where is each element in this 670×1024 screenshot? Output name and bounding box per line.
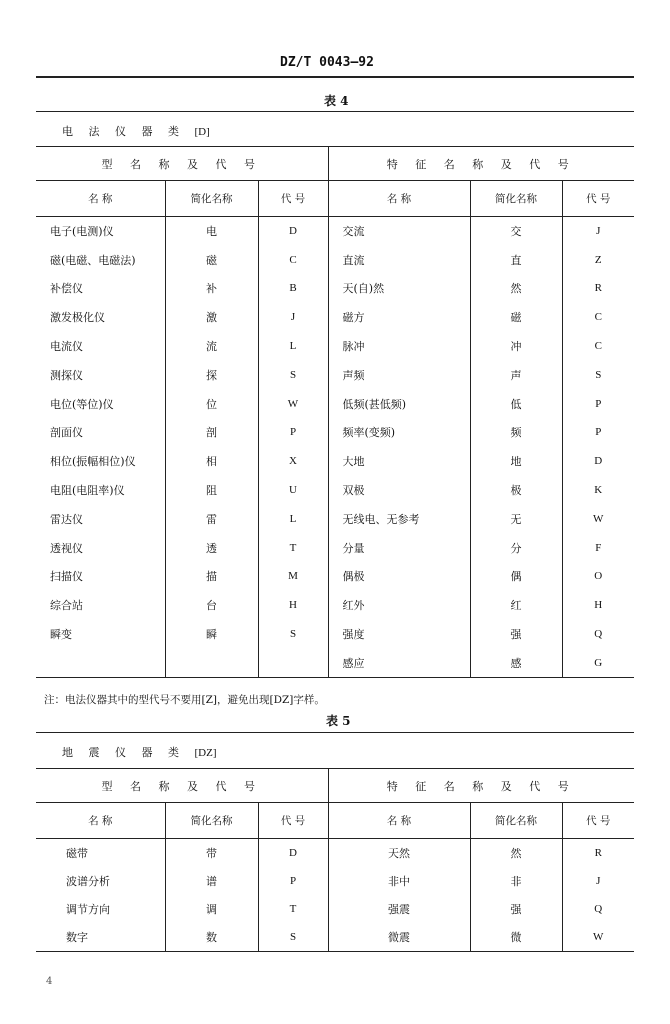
table4-cell-code: H [258,591,328,620]
table4-cell-code [258,648,328,677]
table4-cell-name: 电位(等位)仪 [50,397,114,411]
table4-cell-feature-name: 磁方 [328,303,470,332]
table5-cell-feature-abbr: 非 [470,867,562,895]
table4-group-feature: 特 征 名 称 及 代 号 [328,147,634,181]
table4-cell-feature-name: 低频(甚低频) [328,389,470,418]
table5-cell-abbr: 带 [165,839,258,867]
table4-row [36,447,634,476]
table5-category-name: 地 震 仪 器 类 [62,746,185,759]
table5-group-type: 型 名 称 及 代 号 [101,779,262,793]
table4-row [36,620,634,649]
table4-cell-name: 磁(电磁、电磁法) [50,253,136,267]
table4-cell-name: 相位(振幅相位)仪 [50,455,136,469]
table4-cell-code: W [258,389,328,418]
table4-cell-abbr: 相 [165,447,258,476]
table4-cell-abbr [165,648,258,677]
table4-row [36,504,634,533]
table4-cell-name: 瞬变 [50,628,72,642]
table4-cell-feature-abbr: 冲 [470,332,562,361]
table4-row [36,217,634,246]
table4-cell-feature-abbr: 地 [470,447,562,476]
table4-cell-name: 剖面仪 [50,426,83,440]
table4-cell-name: 电阻(电阻率)仪 [50,484,125,498]
table4-cell-code: M [258,562,328,591]
table5-cell-feature-code: W [562,923,634,951]
table4-cell-feature-code: D [562,447,634,476]
table5-cell-feature-name: 非中 [328,867,470,895]
table4-cell-abbr: 剖 [165,418,258,447]
document-code: DZ/T 0043—92 [280,55,374,70]
table5-cell-feature-name: 强震 [328,895,470,923]
table4-cell-name: 透视仪 [50,541,83,555]
table4-cell-feature-abbr: 直 [470,245,562,274]
table5-cell-feature-abbr: 然 [470,839,562,867]
table4-cell-name: 扫描仪 [50,570,83,584]
table4-cell-feature-abbr: 无 [470,504,562,533]
table4-cell-feature-name: 分量 [328,533,470,562]
table4-row [36,591,634,620]
table4-cell-abbr: 探 [165,360,258,389]
table4-cell-feature-name: 感应 [328,648,470,677]
table5 [36,768,634,952]
table5-cell-name: 磁带 [66,846,88,860]
table5-title: 表 5 [326,714,351,728]
table4-cell-feature-name: 红外 [328,591,470,620]
table4-cell-feature-code: R [562,274,634,303]
table4-col-feature-code: 代 号 [562,181,634,217]
table4-cell-name: 补偿仪 [50,282,83,296]
table4-cell-abbr: 磁 [165,245,258,274]
table4-cell-feature-code: J [562,217,634,246]
table4-row [36,360,634,389]
page-number: 4 [46,976,53,987]
table4-cell-feature-name: 无线电、无参考 [328,504,470,533]
table4-cell-abbr: 雷 [165,504,258,533]
table5-row [36,923,634,951]
table4-cell-feature-abbr: 偶 [470,562,562,591]
table4-title: 表 4 [324,94,349,108]
table4-row [36,533,634,562]
table4-cell-abbr: 激 [165,303,258,332]
table4-row [36,648,634,677]
table4-cell-feature-abbr: 声 [470,360,562,389]
table5-row [36,895,634,923]
table4-col-name: 名 称 [88,193,113,205]
table4-cell-abbr: 透 [165,533,258,562]
table5-category [62,744,217,760]
table4-cell-name: 综合站 [50,599,83,613]
table4-col-code: 代 号 [258,181,328,217]
table4-cell-feature-code: H [562,591,634,620]
table4-cell-abbr: 补 [165,274,258,303]
table5-cell-name: 调节方向 [66,902,110,916]
table5-cell-code: D [258,839,328,867]
table5-group-feature: 特 征 名 称 及 代 号 [328,769,634,803]
table4-cell-feature-code: W [562,504,634,533]
table5-cell-abbr: 谱 [165,867,258,895]
table4-cell-abbr: 流 [165,332,258,361]
table4-cell-feature-code: K [562,476,634,505]
table5-row [36,867,634,895]
table4-col-feature-abbr: 简化名称 [470,181,562,217]
table4-cell-feature-abbr: 感 [470,648,562,677]
table4-cell-feature-abbr: 极 [470,476,562,505]
table5-cell-feature-name: 天然 [328,839,470,867]
table4-top-rule [36,111,634,112]
table5-cell-feature-code: R [562,839,634,867]
table4-cell-name: 测探仪 [50,368,83,382]
table5-col-code: 代 号 [258,803,328,839]
table5-cell-name: 数字 [66,930,88,944]
header-rule [36,76,634,78]
table4-cell-feature-abbr: 然 [470,274,562,303]
table4-cell-feature-name: 脉冲 [328,332,470,361]
table4-row [36,418,634,447]
table4-cell-feature-code: Q [562,620,634,649]
table4-row [36,332,634,361]
table5-category-code: [DZ] [194,747,217,759]
table5-cell-abbr: 数 [165,923,258,951]
table4-cell-feature-abbr: 频 [470,418,562,447]
table4-cell-code: S [258,360,328,389]
table4-cell-feature-name: 偶极 [328,562,470,591]
table4-cell-abbr: 位 [165,389,258,418]
table5-cell-abbr: 调 [165,895,258,923]
table4-col-abbr: 简化名称 [165,181,258,217]
table4-cell-feature-name: 交流 [328,217,470,246]
table4-cell-name: 电子(电测)仪 [50,225,114,239]
table4-cell-feature-name: 声频 [328,360,470,389]
table4-cell-feature-code: S [562,360,634,389]
table4-cell-feature-abbr: 强 [470,620,562,649]
table4-cell-feature-code: C [562,332,634,361]
table5-col-feature-code: 代 号 [562,803,634,839]
table5-col-abbr: 简化名称 [165,803,258,839]
table4-cell-abbr: 瞬 [165,620,258,649]
table4-row [36,476,634,505]
table4-row [36,245,634,274]
table5-cell-code: P [258,867,328,895]
table4-cell-feature-name: 双极 [328,476,470,505]
table4-cell-code: C [258,245,328,274]
table5-cell-code: T [258,895,328,923]
table5-cell-feature-name: 微震 [328,923,470,951]
table4-cell-abbr: 电 [165,217,258,246]
table4-cell-code: X [258,447,328,476]
table4-cell-name [36,648,165,677]
table4-row [36,389,634,418]
table4-cell-code: J [258,303,328,332]
table4-cell-feature-name: 大地 [328,447,470,476]
table4-cell-feature-name: 强度 [328,620,470,649]
table4-cell-code: B [258,274,328,303]
table5-cell-feature-abbr: 微 [470,923,562,951]
table4-cell-code: D [258,217,328,246]
table4-cell-abbr: 台 [165,591,258,620]
table4-row [36,274,634,303]
table4-cell-code: L [258,504,328,533]
table4-cell-code: P [258,418,328,447]
table4-cell-abbr: 阻 [165,476,258,505]
table4-category-name: 电 法 仪 器 类 [62,125,185,138]
table5-cell-feature-code: J [562,867,634,895]
table5-col-name: 名 称 [88,815,113,827]
table5-cell-feature-abbr: 强 [470,895,562,923]
table4-cell-feature-code: O [562,562,634,591]
table4-cell-feature-code: P [562,418,634,447]
table4-cell-code: U [258,476,328,505]
table5-row [36,839,634,867]
table5-body [36,839,634,952]
table4-cell-abbr: 描 [165,562,258,591]
table4-cell-feature-abbr: 红 [470,591,562,620]
table4-cell-code: S [258,620,328,649]
table4-col-feature-name: 名 称 [328,181,470,217]
table4 [36,146,634,678]
table4-category-code: [D] [194,126,210,138]
table4-cell-code: T [258,533,328,562]
table4-row [36,562,634,591]
table4-cell-feature-code: Z [562,245,634,274]
table4-cell-feature-name: 频率(变频) [328,418,470,447]
table4-note: 注：电法仪器其中的型代号不要用[Z]，避免出现[DZ]字样。 [44,694,325,706]
table4-cell-feature-name: 直流 [328,245,470,274]
table4-category [62,123,210,139]
table4-group-type: 型 名 称 及 代 号 [101,157,262,171]
table4-cell-feature-abbr: 分 [470,533,562,562]
table4-cell-name: 雷达仪 [50,512,83,526]
table4-body [36,217,634,678]
table5-cell-name: 波谱分析 [66,874,110,888]
table5-top-rule [36,732,634,733]
table4-cell-feature-code: F [562,533,634,562]
table4-cell-feature-abbr: 低 [470,389,562,418]
table5-col-feature-abbr: 简化名称 [470,803,562,839]
table4-cell-feature-name: 天(自)然 [328,274,470,303]
table4-cell-name: 电流仪 [50,340,83,354]
table4-cell-feature-code: G [562,648,634,677]
table4-cell-feature-abbr: 交 [470,217,562,246]
table4-cell-feature-code: C [562,303,634,332]
table5-cell-feature-code: Q [562,895,634,923]
table4-cell-name: 激发极化仪 [50,311,105,325]
table4-cell-feature-code: P [562,389,634,418]
table4-cell-feature-abbr: 磁 [470,303,562,332]
table4-cell-code: L [258,332,328,361]
table4-row [36,303,634,332]
table5-cell-code: S [258,923,328,951]
table5-col-feature-name: 名 称 [328,803,470,839]
